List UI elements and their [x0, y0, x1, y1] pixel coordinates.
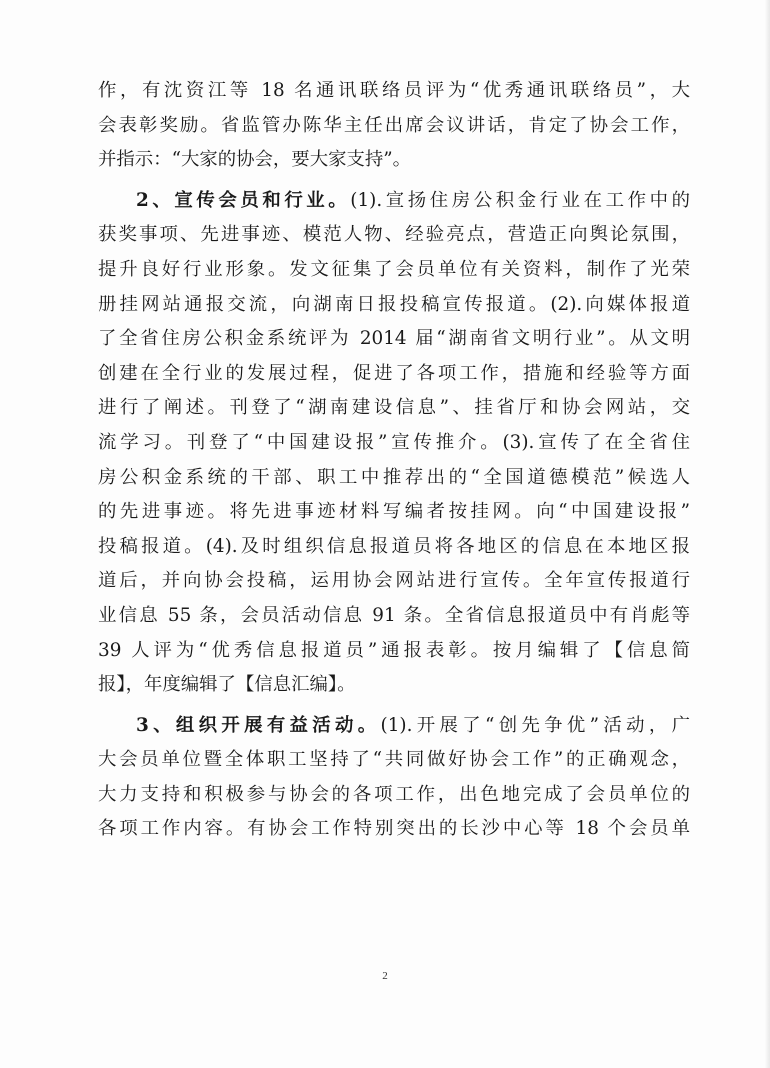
text-line: 获奖事项、先进事迹、模范人物、经验亮点，营造正向舆论氛围， [98, 224, 690, 246]
text-line: 作，有沈资江等 18 名通讯联络员评为“优秀通讯联络员”，大 [98, 80, 690, 101]
page-edge-shadow [764, 0, 770, 1068]
body-text [98, 74, 690, 847]
text-line: 报】，年度编辑了【信息汇编】。 [98, 674, 356, 696]
text-line: 流学习。刊登了“中国建设报”宣传推介。(3).宣传了在全省住 [98, 431, 690, 453]
text-line: 了全省住房公积金系统评为 2014 届“湖南省文明行业”。从文明 [98, 328, 690, 350]
text-line: 创建在全行业的发展过程，促进了各项工作，措施和经验等方面 [98, 362, 690, 384]
text-line: 房公积金系统的干部、职工中推荐出的“全国道德模范”候选人 [98, 466, 690, 488]
text-line: 39 人评为“优秀信息报道员”通报表彰。按月编辑了【信息简 [98, 639, 690, 661]
section-3-first-line [98, 709, 690, 744]
section-3-heading: 3、组织开展有益活动。 [136, 714, 381, 736]
section-3-first-line-text: (1).开展了“创先争优”活动，广 [380, 714, 691, 736]
text-line: 册挂网站通报交流，向湖南日报投稿宣传报道。(2).向媒体报道 [98, 293, 690, 315]
text-line: 会表彰奖励。省监管办陈华主任出席会议讲话，肯定了协会工作， [98, 114, 690, 136]
text-line: 进行了阐述。刊登了“湖南建设信息”、挂省厅和协会网站，交 [98, 397, 690, 419]
page-number: 2 [382, 970, 388, 982]
text-line: 提升良好行业形象。发文征集了会员单位有关资料，制作了光荣 [98, 258, 690, 280]
text-line: 大会员单位暨全体职工坚持了“共同做好协会工作”的正确观念， [98, 749, 690, 771]
text-line: 并指示：“大家的协会，要大家支持”。 [98, 149, 412, 171]
text-line: 投稿报道。(4).及时组织信息报道员将各地区的信息在本地区报 [98, 535, 690, 557]
text-line: 道后，并向协会投稿，运用协会网站进行宣传。全年宣传报道行 [98, 570, 690, 592]
section-2-first-line-text: (1).宣扬住房公积金行业在工作中的 [350, 189, 690, 211]
section-2-heading: 2、宣传会员和行业。 [136, 189, 351, 211]
text-line: 各项工作内容。有协会工作特别突出的长沙中心等 18 个会员单 [98, 818, 690, 840]
text-line: 大力支持和积极参与协会的各项工作，出色地完成了会员单位的 [98, 783, 690, 805]
text-line: 的先进事迹。将先进事迹材料写编者按挂网。向“中国建设报” [98, 501, 690, 523]
text-line: 业信息 55 条，会员活动信息 91 条。全省信息报道员中有肖彪等 [98, 604, 690, 626]
section-2-first-line [98, 184, 690, 219]
